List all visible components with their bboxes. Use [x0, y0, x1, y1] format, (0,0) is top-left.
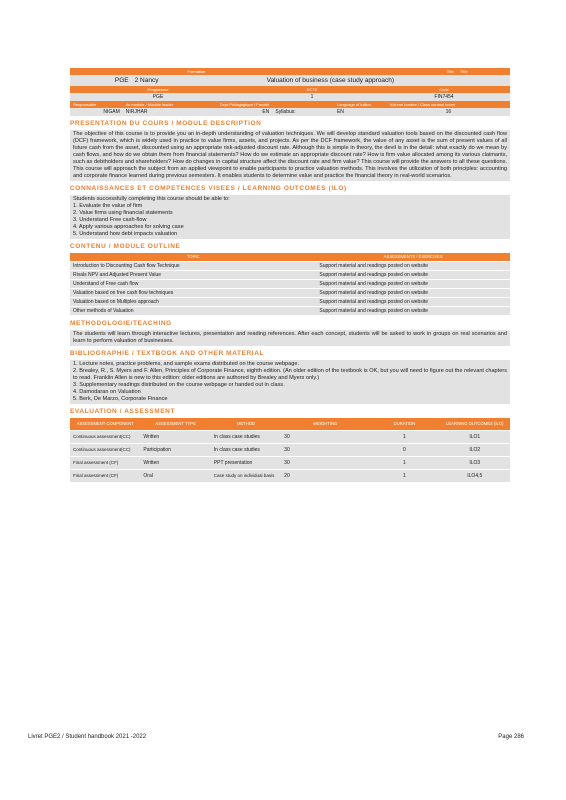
assessment-header-method: METHOD [211, 418, 281, 430]
outline-assessment: Support material and readings posted on website [316, 307, 510, 316]
outline-assessment: Support material and readings posted on website [316, 280, 510, 289]
module-description [70, 130, 510, 181]
assessment-type: Written [140, 456, 210, 469]
assessment-weighting: 30 [281, 443, 369, 456]
outcome-item: 4. Apply various approaches for solving case [73, 224, 184, 230]
section-title-methodology: METHODOLOGIE/TEACHING [70, 320, 172, 327]
code-label: Code [378, 86, 510, 93]
outline-header-assessment: ASSESSMENTS / EXERCISES [316, 253, 510, 262]
section-title-outline: CONTENU / MODULE OUTLINE [70, 243, 181, 250]
syllabus-label: Syllabus: [272, 108, 334, 116]
title-label: Title [396, 68, 458, 75]
assessment-weighting: 30 [281, 430, 369, 443]
assessment-weighting: 20 [281, 469, 369, 482]
leader-name: NIGAM [70, 108, 123, 116]
assessment-table [70, 418, 510, 483]
outline-topic: Introduction to Discounting Cash flow Technique [70, 262, 316, 271]
bibliography-box [70, 360, 510, 404]
assessment-header-outcomes: LEARNING OUTCOMES (ILO) [440, 418, 510, 430]
hours-label: Volume horaire / Class contact hours [387, 101, 510, 108]
assessment-duration: 0 [369, 443, 439, 456]
module-leader-label: du module / Module leader [123, 101, 193, 108]
assessment-method: In class case studies [211, 443, 281, 456]
module-outline-table [70, 253, 510, 316]
assessment-weighting: 30 [281, 456, 369, 469]
site-value: 2 Nancy [132, 75, 264, 86]
outline-topic: Valuation based on Multiples approach [70, 298, 316, 307]
assessment-header-weighting: WEIGHTING [281, 418, 369, 430]
course-title: Valuation of business (case study approach) [264, 75, 510, 86]
outline-topic: Rivals NPV and Adjusted Present Value [70, 271, 316, 280]
assessment-duration: 1 [369, 469, 439, 482]
ects-value: 1 [246, 93, 378, 101]
outcome-item: 2. Value firms using financial statements [73, 210, 173, 216]
outcomes-intro: Students successfully completing this course should be able to: [73, 196, 230, 202]
table-row [70, 262, 510, 271]
outline-assessment: Support material and readings posted on website [316, 298, 510, 307]
table-row [70, 469, 510, 482]
section-title-presentation: PRESENTATION DU COURS / MODULE DESCRIPTION [70, 120, 262, 127]
section-title-bibliography: BIBLIOGRAPHIE / TEXTBOOK AND OTHER MATERIAL [70, 350, 265, 357]
bibliography-item: 1. Lecture notes, practice problems, and sample exams distributed on the course webpage. [73, 361, 300, 367]
page-footer [28, 734, 524, 740]
dept-label: Dept Pédagogique / Faculté [193, 101, 272, 108]
assessment-outcomes: ILO1 [440, 430, 510, 443]
assessment-header-type: ASSESSMENT TYPE [140, 418, 210, 430]
outline-header-topic: TOPIC [70, 253, 316, 262]
bibliography-item: 5. Berk, De Marzo, Corporate Finance [73, 396, 168, 402]
section-title-outcomes: CONNAISSANCES ET COMPETENCES VISEES / LEARNING OUTCOMES (ILO) [70, 185, 347, 192]
bibliography-item: 4. Damodaran on Valuation [73, 389, 141, 395]
assessment-outcomes: ILO4,5 [440, 469, 510, 482]
module-leader-table [70, 101, 510, 116]
assessment-component: Final assessment (CF) [70, 456, 140, 469]
outline-assessment: Support material and readings posted on website [316, 289, 510, 298]
programme-label: Programme [70, 86, 246, 93]
course-sheet [70, 68, 510, 483]
dept-value: EN [193, 108, 272, 116]
assessment-method: In class case studies [211, 430, 281, 443]
footer-handbook-label: Livret PGE2 / Student handbook 2021 -2022 [28, 734, 147, 740]
assessment-duration: 1 [369, 430, 439, 443]
leader-firstname: NIRJHAR [123, 108, 193, 116]
table-row [70, 456, 510, 469]
assessment-type: Participation [140, 443, 210, 456]
outline-assessment: Support material and readings posted on website [316, 271, 510, 280]
bibliography-item: 2. Brealey, R., S. Myers and F. Allen, Principles of Corporate Finance, eighth edition. (An older edition of the textbook is OK, but you will need to figure out the relevant chapters to read. Franklin Allen is new to this edition: older editions are authored by Brealey and Myers only.) [73, 368, 507, 381]
assessment-type: Written [140, 430, 210, 443]
outcome-item: 5. Understand how debt impacts valuation [73, 231, 178, 237]
assessment-duration: 1 [369, 456, 439, 469]
page-number: Page 286 [498, 734, 524, 740]
course-meta-table [70, 86, 510, 101]
outline-topic: Other methods of Valuation [70, 307, 316, 316]
outcome-item: 1. Evaluate the value of firm [73, 203, 143, 209]
table-row [70, 430, 510, 443]
learning-outcomes [70, 195, 510, 239]
course-title-row [70, 75, 510, 86]
outcome-item: 3. Understand Free cash-flow [73, 217, 147, 223]
assessment-method: PPT presentation [211, 456, 281, 469]
title-label-2: Title [457, 68, 510, 75]
outline-assessment: Support material and readings posted on website [316, 262, 510, 271]
table-row [70, 271, 510, 280]
assessment-component: Final assessment (CF) [70, 469, 140, 482]
assessment-header-component: ASSESSMENT COMPONENT [70, 418, 140, 430]
assessment-component: Continuous assessment(CC) [70, 443, 140, 456]
assessment-method: Case study on individual basis [211, 469, 281, 482]
methodology-box [70, 330, 510, 346]
assessment-header-duration: DURATION [369, 418, 439, 430]
table-row [70, 443, 510, 456]
outline-topic: Valuation based on free cash flow techniques [70, 289, 316, 298]
assessment-outcomes: ILO3 [440, 456, 510, 469]
outline-topic: Understand of Free cash flow [70, 280, 316, 289]
responsable-label: Responsable [70, 101, 123, 108]
assessment-component: Continuous assessment(CC) [70, 430, 140, 443]
ects-label: ECTS [246, 86, 378, 93]
programme-value: PGE [70, 75, 132, 86]
code-value: FIN7454 [378, 93, 510, 101]
bibliography-item: 3. Supplementary readings distributed on the course webpage or handed out in class. [73, 382, 285, 388]
table-row [70, 307, 510, 316]
language-label: Language of tuition [334, 101, 387, 108]
table-row [70, 298, 510, 307]
description-text: The objective of this course is to provide you an in-depth understanding of valuation techniques. We will develop standard valuation tools based on the discounted cash flow (DCF) framework, which is widely used in practice to value firms, assets, and projects. As per the DCF framework, the value of any asset is the sum of present values of all future cash from the asset, discounted using an appropriate risk-adjusted discount rate. Although this is simple in theory, the devil is in the detail: what exactly do we mean by cash flows, and how do we obtain them from financial statements? How do we estimate an appropriate discount rate? How is firm value allocated among its various claimants, such as debtholders and shareholders? How do changes in capital structure affect the discount rate and firm value? This course will provide the answers to all these questions. This course will approach the subject from an applied viewpoint to enable participants to practice valuation methods. This involves the utilization of both principles: accounting and corporate finance learned during previous semesters. It enables students to determine value and practice the financial theory in real-world scenarios. [73, 131, 507, 179]
language-value: EN [334, 108, 387, 116]
course-info-table [70, 68, 510, 75]
assessment-outcomes: ILO2 [440, 443, 510, 456]
assessment-type: Oral [140, 469, 210, 482]
programme-value-2: PGE [70, 93, 246, 101]
table-row [70, 280, 510, 289]
table-row [70, 289, 510, 298]
section-title-evaluation: EVALUATION / ASSESSMENT [70, 408, 176, 415]
methodology-text: The students will learn through interactive lectures, presentation and reading references. After each concept, students will be asked to work in groups on real scenarios and learn to perform valuation of businesses. [73, 331, 507, 344]
formation-label: Formation [184, 68, 281, 75]
hours-value: 16 [387, 108, 510, 116]
